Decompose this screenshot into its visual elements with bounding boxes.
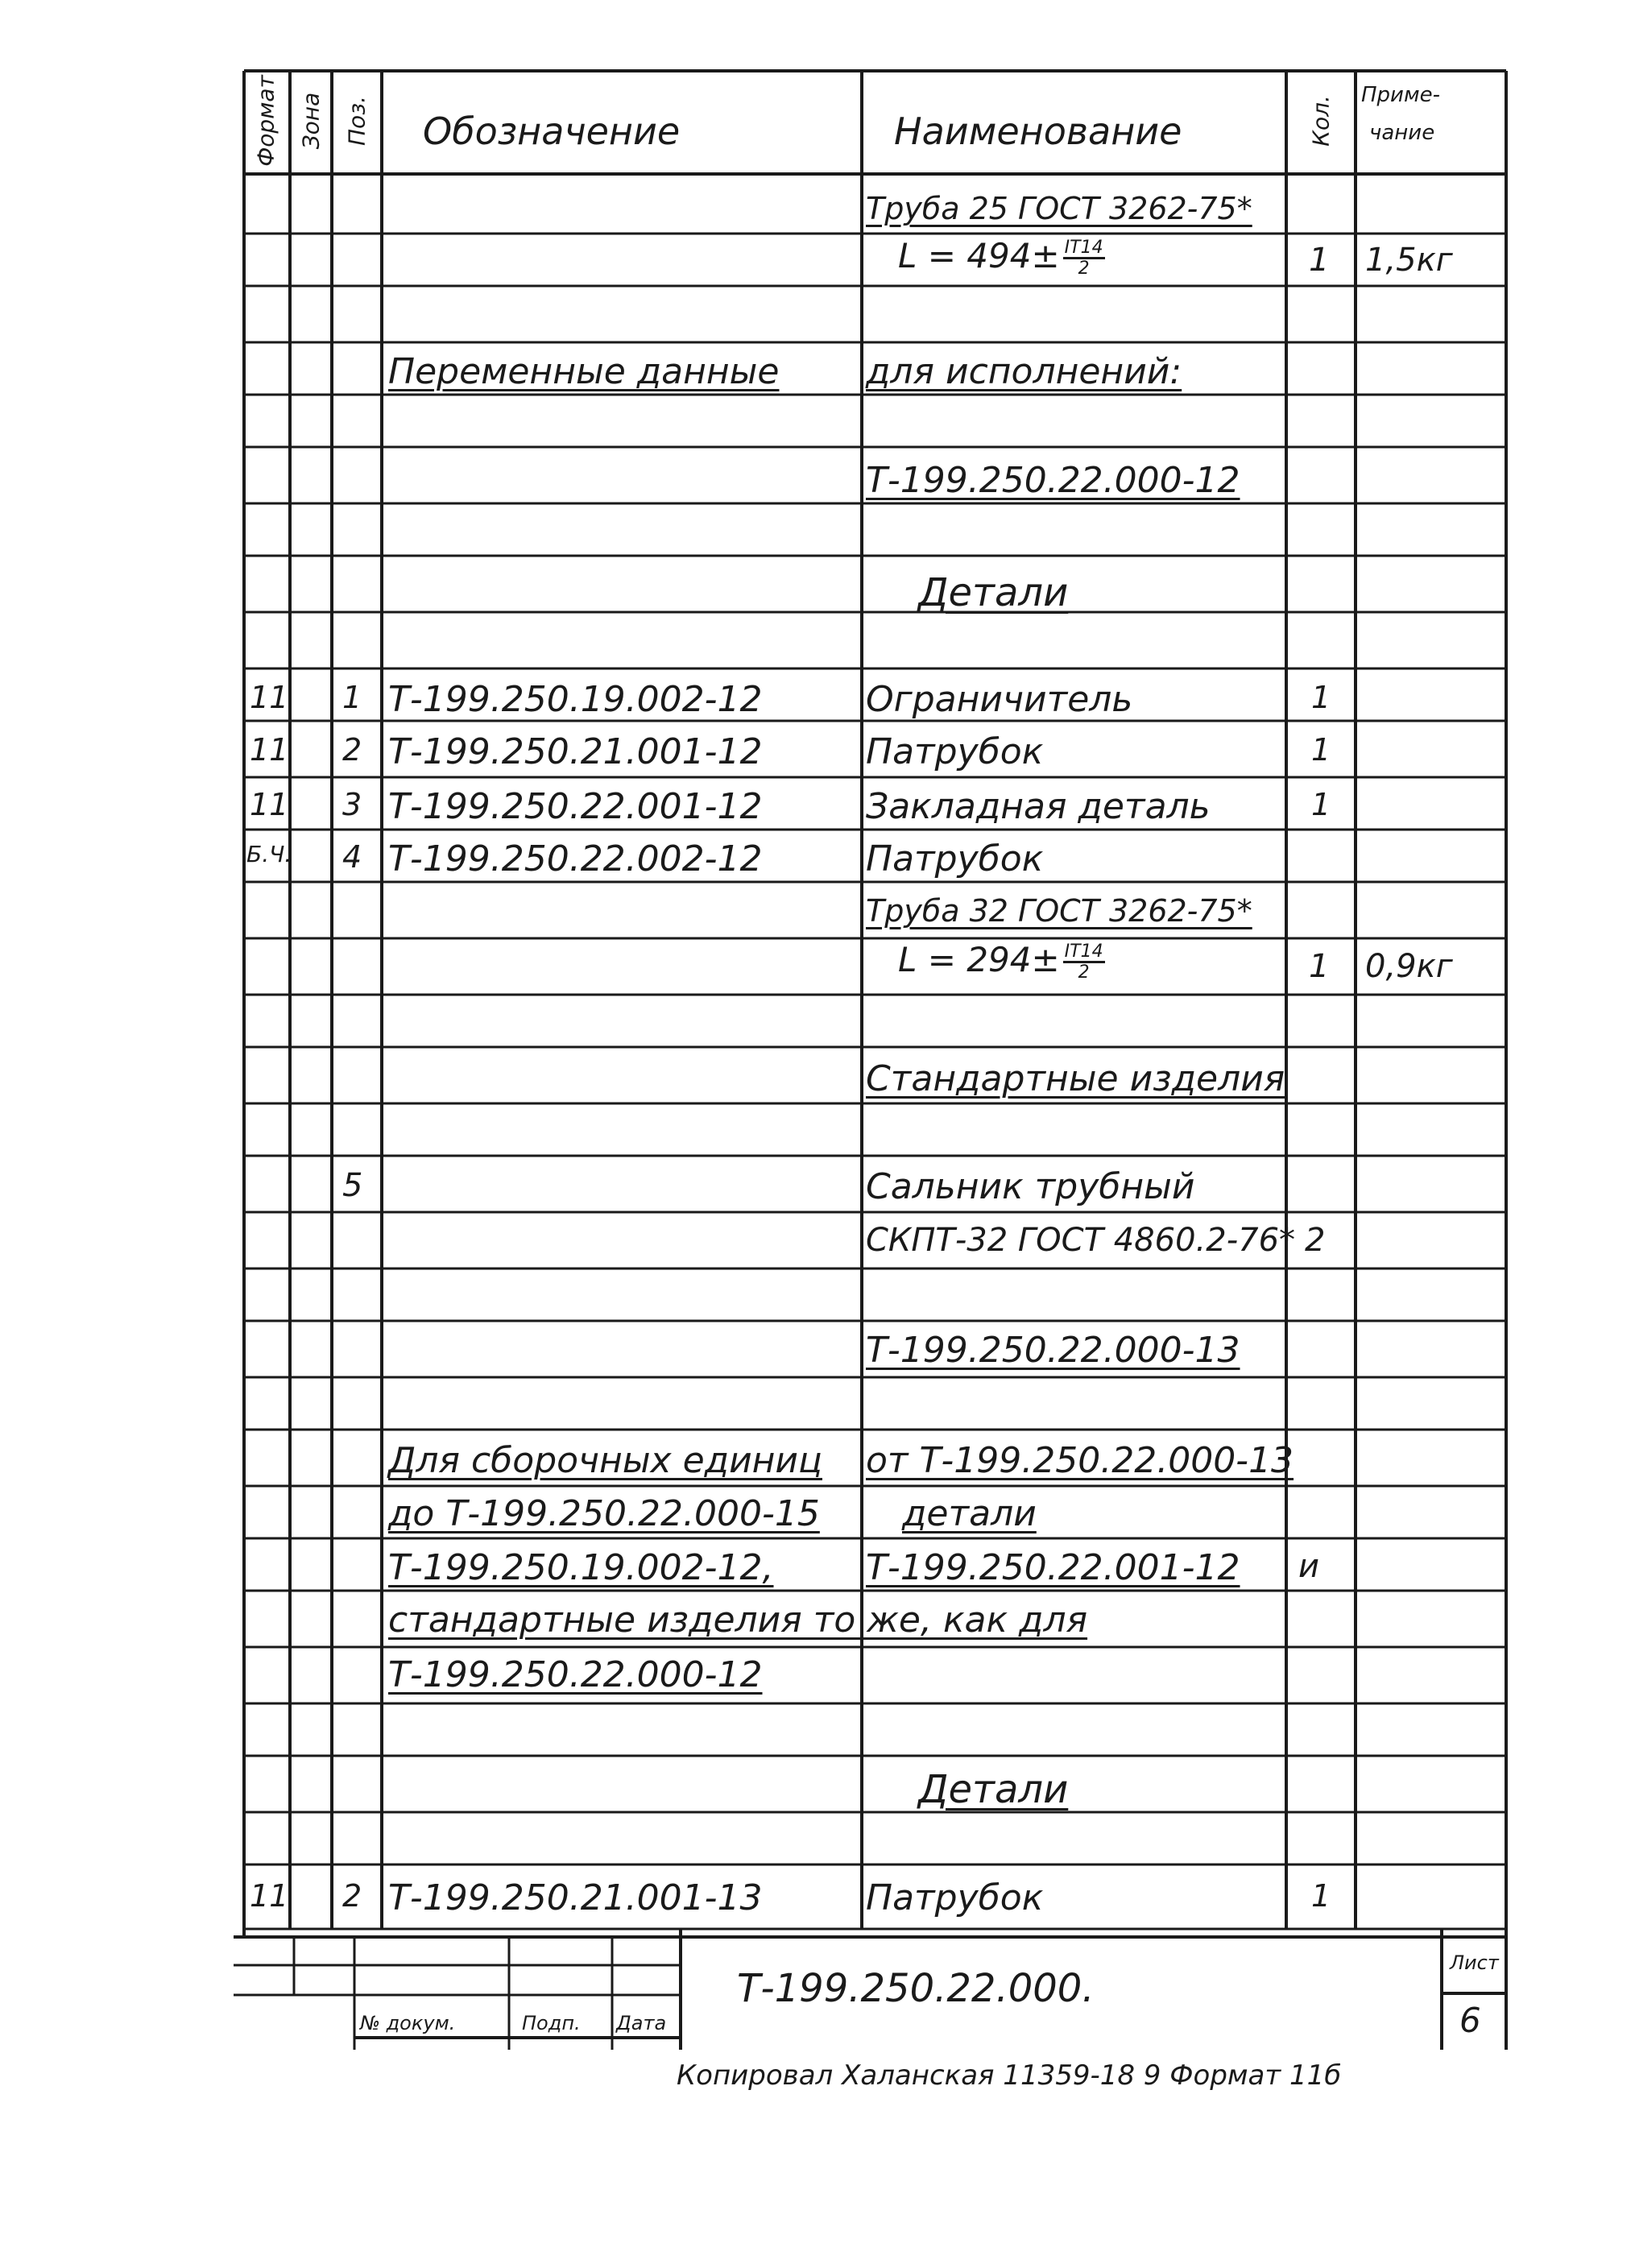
assembly-note-line4: стандартные изделия то же, как для bbox=[388, 1600, 1088, 1641]
pipe25-quantity: 1 bbox=[1309, 242, 1330, 279]
row-last-format: 11 bbox=[250, 1878, 289, 1914]
assembly-note-line3-qty: и bbox=[1298, 1548, 1319, 1585]
header-note-line2: чание bbox=[1369, 121, 1435, 145]
row-d3-position: 3 bbox=[342, 787, 362, 822]
header-format: Формат bbox=[252, 75, 279, 167]
assembly-note-line3-right: Т-199.250.22.001-12 bbox=[866, 1547, 1240, 1588]
doc-number-column: № докум. bbox=[360, 2012, 456, 2034]
sheet-label: Лист bbox=[1450, 1951, 1499, 1974]
variant-12: Т-199.250.22.000-12 bbox=[866, 460, 1240, 501]
document-number: Т-199.250.22.000. bbox=[737, 1966, 1095, 2011]
row-d2-quantity: 1 bbox=[1311, 732, 1331, 768]
pipe25-name: Труба 25 ГОСТ 3262-75* bbox=[866, 191, 1252, 226]
row-d1-quantity: 1 bbox=[1311, 680, 1331, 715]
assembly-note-line5: Т-199.250.22.000-12 bbox=[388, 1654, 763, 1695]
row-d2-position: 2 bbox=[342, 732, 362, 768]
standard-products-heading: Стандартные изделия bbox=[866, 1058, 1285, 1099]
pipe25-length-text: L = 494± bbox=[898, 236, 1060, 276]
assembly-note-line1-right: от Т-199.250.22.000-13 bbox=[866, 1440, 1294, 1481]
sheet-number: 6 bbox=[1459, 2001, 1481, 2040]
row-s5-spec: СКПТ-32 ГОСТ 4860.2-76* bbox=[866, 1222, 1296, 1259]
details-heading-2: Детали bbox=[918, 1767, 1069, 1812]
row-last-name: Патрубок bbox=[866, 1877, 1044, 1918]
row-last-position: 2 bbox=[342, 1878, 362, 1914]
assembly-note-line2-left: до Т-199.250.22.000-15 bbox=[388, 1493, 820, 1534]
variable-data-label: Переменные данные bbox=[388, 351, 780, 392]
pipe32-name: Труба 32 ГОСТ 3262-75* bbox=[866, 893, 1252, 929]
row-s5-name: Сальник трубный bbox=[866, 1166, 1195, 1207]
pipe32-length bbox=[898, 942, 1105, 982]
header-name: Наименование bbox=[894, 110, 1182, 153]
date-column: Дата bbox=[616, 2012, 667, 2034]
row-s5-position: 5 bbox=[342, 1167, 363, 1204]
row-d3-name: Закладная деталь bbox=[866, 786, 1211, 827]
pipe32-tolerance-fraction bbox=[1063, 942, 1105, 982]
row-d1-name: Ограничитель bbox=[866, 679, 1133, 720]
pipe25-note: 1,5кг bbox=[1365, 242, 1453, 279]
row-d3-quantity: 1 bbox=[1311, 787, 1331, 822]
row-d3-format: 11 bbox=[250, 787, 289, 822]
signature-column: Подп. bbox=[522, 2012, 581, 2034]
pipe25-fraction-den: 2 bbox=[1078, 259, 1090, 279]
row-last-designation: Т-199.250.21.001-13 bbox=[388, 1877, 763, 1918]
header-position: Поз. bbox=[343, 96, 370, 146]
row-d3-designation: Т-199.250.22.001-12 bbox=[388, 786, 763, 827]
row-s5-quantity: 2 bbox=[1305, 1222, 1326, 1259]
row-d1-format: 11 bbox=[250, 680, 289, 715]
pipe32-quantity: 1 bbox=[1309, 948, 1330, 985]
row-d2-name: Патрубок bbox=[866, 731, 1044, 772]
assembly-note-line3-left: Т-199.250.19.002-12, bbox=[388, 1547, 774, 1588]
variant-13: Т-199.250.22.000-13 bbox=[866, 1330, 1240, 1371]
pipe25-tolerance-fraction bbox=[1063, 238, 1105, 278]
row-d4-format: Б.Ч. bbox=[246, 841, 292, 867]
details-heading: Детали bbox=[918, 570, 1069, 615]
pipe25-length bbox=[898, 238, 1105, 278]
header-designation: Обозначение bbox=[423, 110, 681, 153]
row-last-quantity: 1 bbox=[1311, 1878, 1331, 1914]
pipe32-fraction-num: IT14 bbox=[1063, 942, 1105, 963]
header-note-line1: Приме- bbox=[1361, 83, 1440, 107]
row-d4-name: Патрубок bbox=[866, 838, 1044, 879]
pipe32-length-text: L = 294± bbox=[898, 940, 1060, 980]
row-d2-format: 11 bbox=[250, 732, 289, 768]
row-d4-designation: Т-199.250.22.002-12 bbox=[388, 838, 763, 879]
header-quantity: Кол. bbox=[1307, 95, 1335, 147]
row-d4-position: 4 bbox=[342, 839, 362, 875]
pipe32-note: 0,9кг bbox=[1365, 948, 1453, 985]
row-d2-designation: Т-199.250.21.001-12 bbox=[388, 731, 763, 772]
pipe25-fraction-num: IT14 bbox=[1063, 238, 1105, 259]
row-d1-designation: Т-199.250.19.002-12 bbox=[388, 679, 763, 720]
row-d1-position: 1 bbox=[342, 680, 362, 715]
assembly-note-line2-right: детали bbox=[902, 1493, 1037, 1534]
copied-by-footer: Копировал Халанская 11359-18 9 Формат 11б bbox=[677, 2059, 1342, 2092]
header-zone: Зона bbox=[297, 92, 325, 150]
variable-data-label-cont: для исполнений: bbox=[866, 351, 1182, 392]
assembly-note-line1-left: Для сборочных единиц bbox=[388, 1440, 822, 1481]
pipe32-fraction-den: 2 bbox=[1078, 962, 1090, 983]
